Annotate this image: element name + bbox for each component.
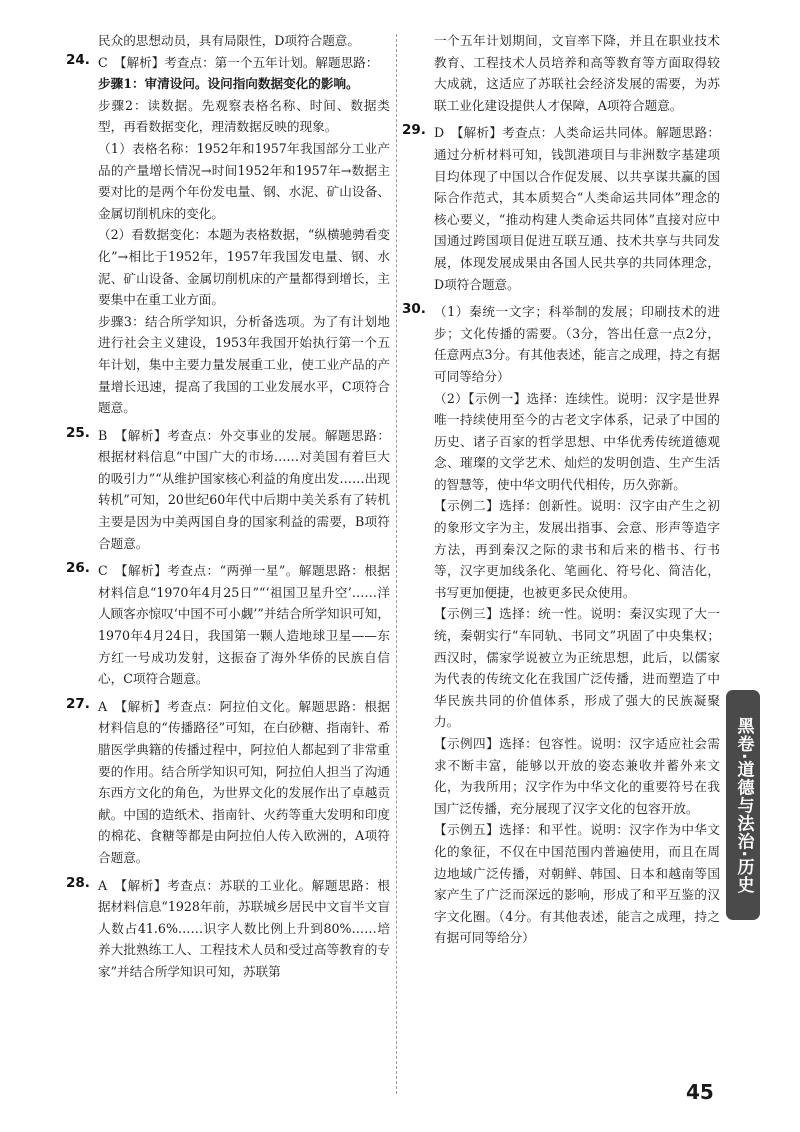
example-2: 【示例二】选择：创新性。说明：汉字由产生之初的象形文字为主，发展出指事、会意、形声等造字方法，再到秦汉之际的隶书和后来的楷书、行书等，汉字更加线条化、笔画化、符号化、简洁化，书写更加便捷，也被更多民众使用。 — [434, 498, 720, 600]
right-column — [402, 30, 720, 949]
step-3: 步骤3：结合所学知识，分析备选项。为了有计划地进行社会主义建设，1953年我国开始执行第一个五年计划，集中主要力量发展重工业，使工业产品的产量增长迅速，提高了我国的工业发展水平，C项符合题意。 — [98, 313, 390, 416]
question-27 — [66, 696, 390, 869]
question-28 — [66, 875, 390, 983]
step-2-part-1: （1）表格名称：1952年和1957年我国部分工业产品的产量增长情况→时间1952年和1957年→数据主要对比的是两个年份发电量、钢、水泥、矿山设备、金属切削机床的变化。 — [98, 140, 390, 221]
step-2: 步骤2：读数据。先观察表格名称、时间、数据类型，再看数据变化，理清数据反映的现象。 — [98, 97, 390, 135]
question-number: 26. — [66, 560, 90, 577]
answer-text: A 【解析】考查点：阿拉伯文化。解题思路：根据材料信息的“传播路径”可知，在白砂糖、指南针、希腊医学典籍的传播过程中，阿拉伯人都起到了非常重要的作用。结合所学知识可知，阿拉伯人担当了沟通东西方文化的角色，为世界文化的发展作出了卓越贡献。中国的造纸术、指南针、火药等重大发明和印度的棉花、食糖等都是由阿拉伯人传入欧洲的，A项符合题意。 — [98, 698, 390, 865]
step-2-part-2: （2）看数据变化：本题为表格数据，“纵横驰骋看变化”→相比于1952年，1957年我国发电量、钢、水泥、矿山设备、金属切削机床的产量都得到增长，主要集中在重工业方面。 — [98, 227, 390, 308]
example-1: （2）【示例一】选择：连续性。说明：汉字是世界唯一持续使用至今的古老文字体系，记录了中国的历史、诸子百家的哲学思想、中华优秀传统道德观念、璀璨的文学艺术、灿烂的发明创造、生产生活的智慧等，使中华文明代代相传，历久弥新。 — [434, 390, 720, 492]
answer-part-1: （1）秦统一文字；科举制的发展；印刷技术的进步；文化传播的需要。（3分，答出任意一点2分，任意两点3分。有其他表述，能言之成理，持之有据可同等给分） — [434, 304, 720, 384]
answer-text: A 【解析】考查点：苏联的工业化。解题思路：根据材料信息“1928年前，苏联城乡居民中文盲半文盲人数占41.6%……识字人数比例上升到80%……培养大批熟练工人、工程技术人员和受过高等教育的专家”并结合所学知识可知，苏联第 — [98, 877, 390, 979]
question-25 — [66, 425, 390, 555]
column-divider — [396, 34, 397, 1094]
question-number: 25. — [66, 424, 90, 441]
side-section-tab: 黑卷·道德与法治·历史 — [726, 690, 760, 920]
answer-text: D 【解析】考查点：人类命运共同体。解题思路：通过分析材料可知，钱凯港项目与非洲数字基建项目均体现了中国以合作促发展、以共享谋共赢的国际合作范式，其本质契合“人类命运共同体”理念的核心要义，“推动构建人类命运共同体”直接对应中国通过跨国项目促进互联互通、技术共享与共同发展，体现发展成果由各国人民共享的共同体理念，D项符合题意。 — [434, 125, 720, 292]
left-column — [66, 30, 390, 983]
page-number: 45 — [686, 1080, 714, 1104]
example-3: 【示例三】选择：统一性。说明：秦汉实现了大一统，秦朝实行“车同轨、书同文”巩固了中央集权；西汉时，儒家学说被立为正统思想，此后，以儒家为代表的传统文化在我国广泛传播，进而塑造了中华民族共同的价值体系，形成了强大的民族凝聚力。 — [434, 606, 720, 730]
step-1: 步骤1：审清设问。设问指向数据变化的影响。 — [98, 76, 359, 92]
continued-text: 民众的思想动员，具有局限性，D项符合题意。 — [98, 33, 360, 48]
question-number: 29. — [402, 122, 426, 139]
question-24 — [66, 52, 390, 419]
example-5: 【示例五】选择：和平性。说明：汉字作为中华文化的象征，不仅在中国范围内普遍使用，而且在周边地域广泛传播，对朝鲜、韩国、日本和越南等国家产生了广泛而深远的影响，形成了和平互鉴的汉字文化圈。（4分。有其他表述，能言之成理，持之有据可同等给分） — [434, 822, 720, 946]
question-29 — [402, 122, 720, 295]
question-30 — [402, 301, 720, 949]
question-number: 27. — [66, 695, 90, 712]
answer-text: C 【解析】考查点：“两弹一星”。解题思路：根据材料信息“1970年4月25日”“‘祖国卫星升空’……洋人顾客亦惊叹‘中国不可小觑’”并结合所学知识可知，1970年4月24日，我国第一颗人造地球卫星——东方红一号成功发射，这振奋了海外华侨的民族自信心，C项符合题意。 — [98, 563, 390, 687]
question-26 — [66, 560, 390, 690]
answer-head: C 【解析】考查点：第一个五年计划。解题思路： — [98, 54, 379, 70]
example-4: 【示例四】选择：包容性。说明：汉字适应社会需求不断丰富，能够以开放的姿态兼收并蓄外来文化，为我所用；汉字作为中华文化的重要符号在我国广泛传播，充分展现了汉字文化的包容开放。 — [434, 736, 720, 816]
question-number: 28. — [66, 874, 90, 891]
continued-text: 一个五年计划期间，文盲率下降，并且在职业技术教育、工程技术人员培养和高等教育等方面取得较大成就，这适应了苏联社会经济发展的需要，为苏联工业化建设提供人才保障，A项符合题意。 — [434, 33, 720, 113]
question-number: 24. — [66, 51, 90, 68]
answer-text: B 【解析】考查点：外交事业的发展。解题思路：根据材料信息“中国广大的市场……对美国有着巨大的吸引力”“从维护国家核心利益的角度出发……出现转机”可知，20世纪60年代中后期中美关系有了转机主要是因为中美两国自身的国家利益的需要，B项符合题意。 — [98, 427, 390, 551]
question-number: 30. — [402, 301, 426, 318]
